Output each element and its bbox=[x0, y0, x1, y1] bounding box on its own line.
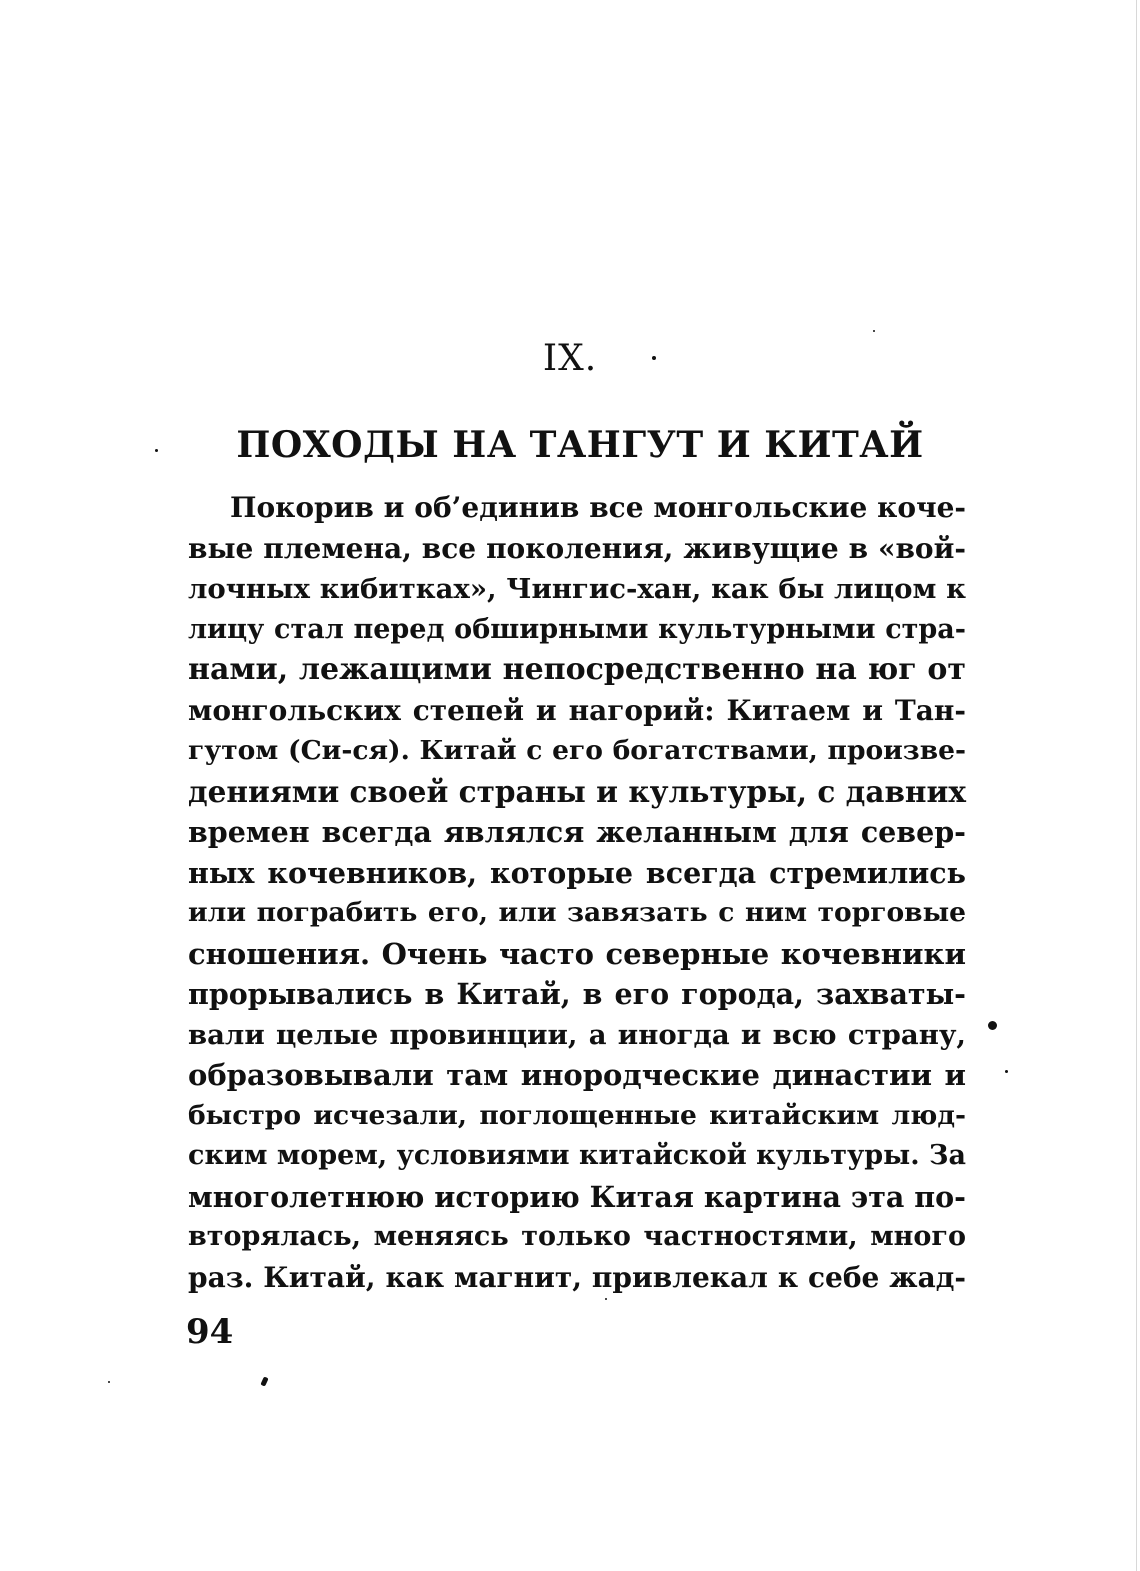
scan-speck bbox=[988, 1021, 997, 1030]
text-line: нами, лежащими непосредственно на юг от bbox=[188, 652, 966, 687]
body-text bbox=[188, 488, 966, 1298]
scan-speck bbox=[155, 449, 158, 452]
scan-speck bbox=[605, 1298, 607, 1300]
chapter-number: IX. bbox=[542, 338, 598, 379]
page-edge bbox=[1136, 0, 1137, 1571]
scan-speck bbox=[873, 330, 875, 332]
text-line: многолетнюю историю Китая картина эта по- bbox=[188, 1179, 966, 1214]
text-line: раз. Китай, как магнит, привлекал к себе жад- bbox=[188, 1260, 966, 1294]
text-line: вые племена, все поколения, живущие в «вой- bbox=[188, 531, 966, 565]
scan-speck bbox=[652, 356, 656, 360]
text-line: времен всегда являлся желанным для север- bbox=[188, 815, 966, 849]
text-line: быстро исчезали, поглощенные китайским люд- bbox=[188, 1099, 966, 1131]
text-line: гутом (Си-ся). Китай с его богатствами, произве- bbox=[188, 735, 966, 766]
text-line: образовывали там инородческие династии и bbox=[188, 1058, 966, 1092]
chapter-title: ПОХОДЫ НА ТАНГУТ И КИТАЙ bbox=[236, 424, 924, 466]
text-line: вторялась, меняясь только частностями, много bbox=[188, 1221, 966, 1252]
text-line: дениями своей страны и культуры, с давних bbox=[188, 773, 966, 809]
page-number: 94 bbox=[186, 1312, 234, 1352]
text-line: вали целые провинции, а иногда и всю страну, bbox=[188, 1018, 966, 1051]
text-line: прорывались в Китай, в его города, захваты- bbox=[188, 977, 966, 1011]
scan-speck bbox=[1005, 1070, 1008, 1073]
scan-speck bbox=[260, 1376, 268, 1386]
text-line: Покорив и об’единив все монгольские коче- bbox=[230, 491, 966, 524]
text-line: сношения. Очень часто северные кочевники bbox=[188, 936, 966, 971]
text-line: монгольских степей и нагорий: Китаем и Тан- bbox=[188, 693, 966, 727]
text-line: лицу стал перед обширными культурными стра- bbox=[188, 613, 966, 645]
text-line: или пограбить его, или завязать с ним торговые bbox=[188, 897, 966, 928]
scan-speck bbox=[108, 1381, 110, 1383]
text-line: ским морем, условиями китайской культуры. За bbox=[188, 1140, 966, 1171]
text-line: лочных кибитках», Чингис-хан, как бы лицом к bbox=[188, 573, 966, 605]
text-line: ных кочевников, которые всегда стремились bbox=[188, 855, 966, 890]
